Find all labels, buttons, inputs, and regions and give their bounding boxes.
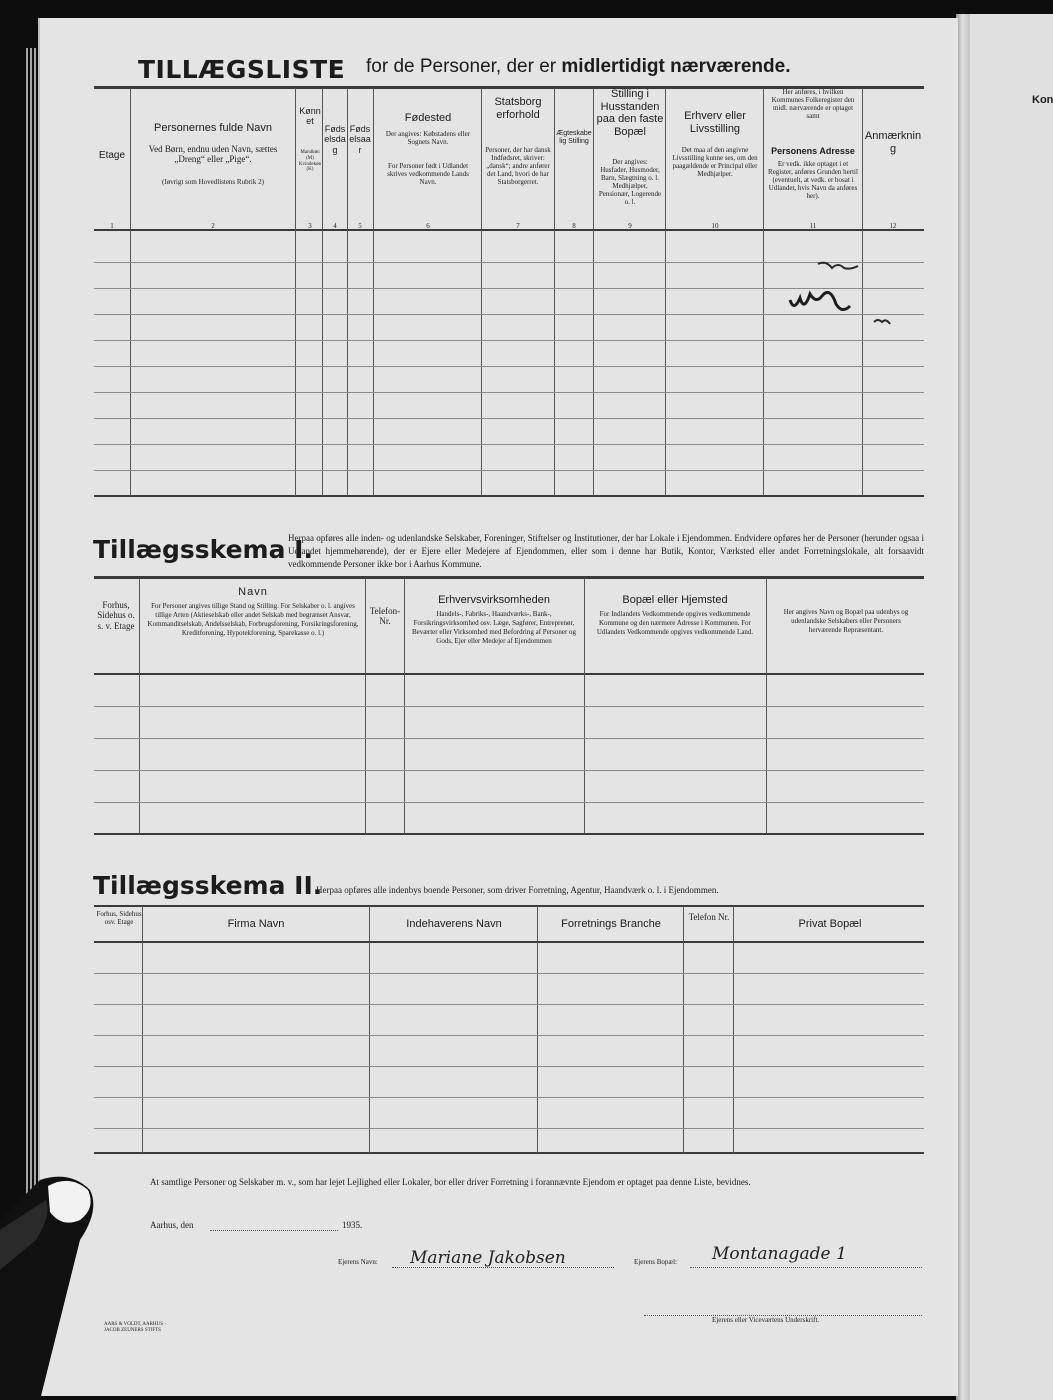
col-num-6: 6 bbox=[426, 222, 430, 230]
printer-imprint: AARS & VOLDT, AARHUS · JACOB ZEUNERS STIFTS bbox=[104, 1322, 166, 1333]
s2-col-etage: Forhus, Sidehus osv. Etage bbox=[96, 910, 142, 927]
s1-col-bopael: Bopæl eller Hjemsted bbox=[622, 594, 728, 606]
col-koen-note: Mandkøn (M) Kvindekøn (K) bbox=[298, 150, 322, 173]
row-rule bbox=[94, 470, 924, 471]
column-divider bbox=[683, 906, 684, 1153]
thumb-holding-page bbox=[0, 1150, 130, 1400]
row-rule bbox=[94, 802, 924, 803]
col-husstand-note: Der angives: Husfader, Husmoder, Barn, Slægtning o. l. Medhjælper, Pensionær, Logerende o. l. bbox=[598, 158, 662, 207]
place-date-label: Aarhus, den bbox=[150, 1220, 194, 1230]
year-label: 1935. bbox=[342, 1220, 363, 1230]
s2-col-telefon: Telefon Nr. bbox=[688, 912, 730, 922]
row-rule bbox=[94, 340, 924, 341]
owner-address-line bbox=[690, 1266, 922, 1268]
s1-col-telefon: Telefon-Nr. bbox=[369, 606, 401, 627]
s1-col-bopael-note: For Indlandets Vedkommende opgives vedkommende Kommune og den nærmere Adresse i Kommunen. For Udlandets Vedkommende opgives vedkommende Land. bbox=[596, 610, 754, 637]
skema2-header-rule bbox=[94, 941, 924, 943]
col-name-note: Ved Børn, endnu uden Navn, sættes „Dreng“ eller „Pige“. bbox=[148, 144, 278, 165]
col-foedselsaar-header: Fødselsaar bbox=[349, 124, 371, 155]
row-rule bbox=[94, 1004, 924, 1005]
skema2-description: Herpaa opføres alle indenbys boende Personer, som driver Forretning, Agentur, Haandværk o. l. i Ejendommen. bbox=[316, 885, 719, 895]
skema1-title: Tillægsskema I. bbox=[93, 535, 313, 564]
col-num-3: 3 bbox=[308, 222, 312, 230]
col-statsborger-note: Personer, der har dansk Indfødsret, skriver: „dansk“; andre anfører det Land, hvori de har Statsborgerret. bbox=[485, 146, 551, 187]
subtitle-normal: for de Personer, der er bbox=[366, 56, 557, 77]
row-rule bbox=[94, 418, 924, 419]
column-divider bbox=[554, 88, 555, 496]
col-erhverv-header: Erhverv eller Livsstilling bbox=[684, 110, 746, 135]
owner-address-label: Ejerens Bopæl: bbox=[634, 1258, 677, 1266]
s1-col-navn: Navn bbox=[238, 586, 268, 598]
tillaegsliste-title: TILLÆGSLISTE bbox=[138, 55, 346, 84]
col-num-9: 9 bbox=[628, 222, 632, 230]
s2-col-privat-bopael: Privat Bopæl bbox=[798, 918, 862, 930]
col-num-12: 12 bbox=[889, 222, 897, 230]
column-divider bbox=[593, 88, 594, 496]
col-husstand-header: Stilling i Husstanden paa den faste Bopæl bbox=[596, 88, 664, 138]
owner-address-handwriting: Montanagade 1 bbox=[712, 1244, 847, 1264]
col-etage-header: Etage bbox=[98, 150, 126, 161]
col-foedested-note: Der angives: Købstadens eller Sognets Navn. bbox=[385, 130, 471, 147]
column-divider bbox=[481, 88, 482, 496]
col-name-note2: (Iøvrigt som Hovedlistens Rubrik 2) bbox=[162, 178, 264, 186]
row-rule bbox=[94, 1035, 924, 1036]
owner-name-handwriting: Mariane Jakobsen bbox=[410, 1248, 566, 1268]
s1-col-navn-note: For Personer angives tillige Stand og Stilling. For Selskaber o. l. angives tillige Arten (Aktieselskab eller andet Selskab med begrænset Ansvar, Kommanditselskab, Andelsselskab, Forbrugsforening, Forsikringsforening, Kreditforening, Hypotekforening, Sparekasse o. l.) bbox=[147, 602, 359, 638]
s1-col-etage: Forhus, Sidehus o. s. v. Etage bbox=[97, 600, 135, 631]
date-dotted-line bbox=[210, 1229, 338, 1231]
column-divider bbox=[537, 906, 538, 1153]
col-num-8: 8 bbox=[572, 222, 576, 230]
row-rule bbox=[94, 444, 924, 445]
ink-scribble-mark bbox=[770, 250, 900, 340]
owner-name-label: Ejerens Navn: bbox=[338, 1258, 378, 1266]
col-aegteskab-header: Ægteskabelig Stilling bbox=[556, 130, 592, 146]
col-adresse-note-top: Her anføres, i hvilken Kommunes Folkeregister den midl. nærværende er optaget samt bbox=[771, 88, 855, 121]
col-num-5: 5 bbox=[358, 222, 362, 230]
col-adresse-header: Personens Adresse bbox=[771, 146, 855, 156]
row-rule bbox=[94, 973, 924, 974]
col-foedselsdag-header: Fødselsdag bbox=[324, 124, 346, 155]
column-divider bbox=[373, 88, 374, 496]
col-num-2: 2 bbox=[211, 222, 215, 230]
s2-col-indehaver: Indehaverens Navn bbox=[406, 918, 502, 930]
col-num-1: 1 bbox=[110, 222, 114, 230]
col-num-7: 7 bbox=[516, 222, 520, 230]
book-spine bbox=[956, 14, 970, 1400]
row-rule bbox=[94, 706, 924, 707]
col-adresse-note: Er vedk. ikke optaget i et Register, anføres Grunden hertil (eventuelt, at vedk. er bosat i Udlandet, hvis Navn da anføres her). bbox=[768, 160, 858, 201]
row-rule bbox=[94, 392, 924, 393]
subtitle-bold: midlertidigt nærværende. bbox=[561, 56, 791, 77]
col-num-11: 11 bbox=[809, 222, 817, 230]
row-rule bbox=[94, 770, 924, 771]
skema1-description: Herpaa opføres alle inden- og udenlandske Selskaber, Foreninger, Stiftelser og Institutioner, der har Lokale i Ejendommen. Endvidere opføres her de Personer (herunder ogsaa i Udlandet hjemmehørende), der er Ejere eller Medejere af Ejendommen, eller som i denne har Butik, Kontor, Værksted eller andet Forretningslokale, alt forsaavidt vedkommende Personer ikke bor i Aarhus Kommune. bbox=[288, 533, 924, 569]
s2-col-branche: Forretnings Branche bbox=[561, 918, 661, 930]
col-name-header: Personernes fulde Navn bbox=[153, 122, 272, 134]
skema2-bottom-rule bbox=[94, 1152, 924, 1154]
row-rule bbox=[94, 738, 924, 739]
column-divider bbox=[369, 906, 370, 1153]
adjacent-page bbox=[970, 14, 1053, 1400]
row-rule bbox=[94, 1128, 924, 1129]
row-rule bbox=[94, 366, 924, 367]
s2-col-firma: Firma Navn bbox=[227, 918, 285, 930]
col-num-4: 4 bbox=[333, 222, 337, 230]
skema2-top-rule bbox=[94, 905, 924, 907]
adjacent-page-text: Kon bbox=[1032, 94, 1053, 106]
col-statsborger-header: Statsborgerforhold bbox=[494, 96, 542, 121]
skema1-bottom-rule bbox=[94, 833, 924, 835]
s1-col-erhverv: Erhvervsvirksomheden bbox=[438, 594, 550, 606]
column-divider bbox=[665, 88, 666, 496]
table-bottom-rule bbox=[94, 495, 924, 497]
col-koen-header: Kønnet bbox=[299, 106, 321, 127]
column-divider bbox=[130, 88, 131, 496]
s1-col-erhverv-note: Handels-, Fabriks-, Haandværks-, Bank-, Forsikringsvirksomhed osv. Læge, Sagfører, Entreprenør, Beværter eller Virksomhed med Befordring af Personer og Gods, Ejer eller Medejer af Ejendommen bbox=[411, 610, 577, 646]
col-foedested-header: Fødested bbox=[404, 112, 452, 124]
skema1-top-rule bbox=[94, 576, 924, 579]
s1-col-repraesentant-note: Her angives Navn og Bopæl paa udenbys og udenlandske Selskabers eller Personers herværende Repræsentant. bbox=[783, 608, 909, 635]
signature-label: Ejerens eller Viceværtens Underskrift. bbox=[712, 1316, 820, 1324]
column-divider bbox=[733, 906, 734, 1153]
tillaegsliste-subtitle bbox=[366, 56, 791, 78]
col-num-10: 10 bbox=[711, 222, 719, 230]
column-divider bbox=[295, 88, 296, 496]
declaration-text: At samtlige Personer og Selskaber m. v., som har lejet Lejlighed eller Lokaler, bor eller driver Forretning i forannævnte Ejendom er optaget paa denne Liste, bevidnes. bbox=[150, 1177, 751, 1187]
row-rule bbox=[94, 1097, 924, 1098]
col-foedested-note2: For Personer født i Udlandet skrives vedkommende Lands Navn. bbox=[387, 162, 469, 187]
col-erhverv-note: Det maa af den angivne Livsstilling kunne ses, om den paagældende er Principal eller Medhjælper. bbox=[672, 146, 758, 179]
col-anmaerkning-header: Anmærkning bbox=[864, 130, 922, 155]
row-rule bbox=[94, 1066, 924, 1067]
skema2-title: Tillægsskema II. bbox=[93, 871, 323, 900]
column-divider bbox=[142, 906, 143, 1153]
skema1-header-rule bbox=[94, 673, 924, 675]
